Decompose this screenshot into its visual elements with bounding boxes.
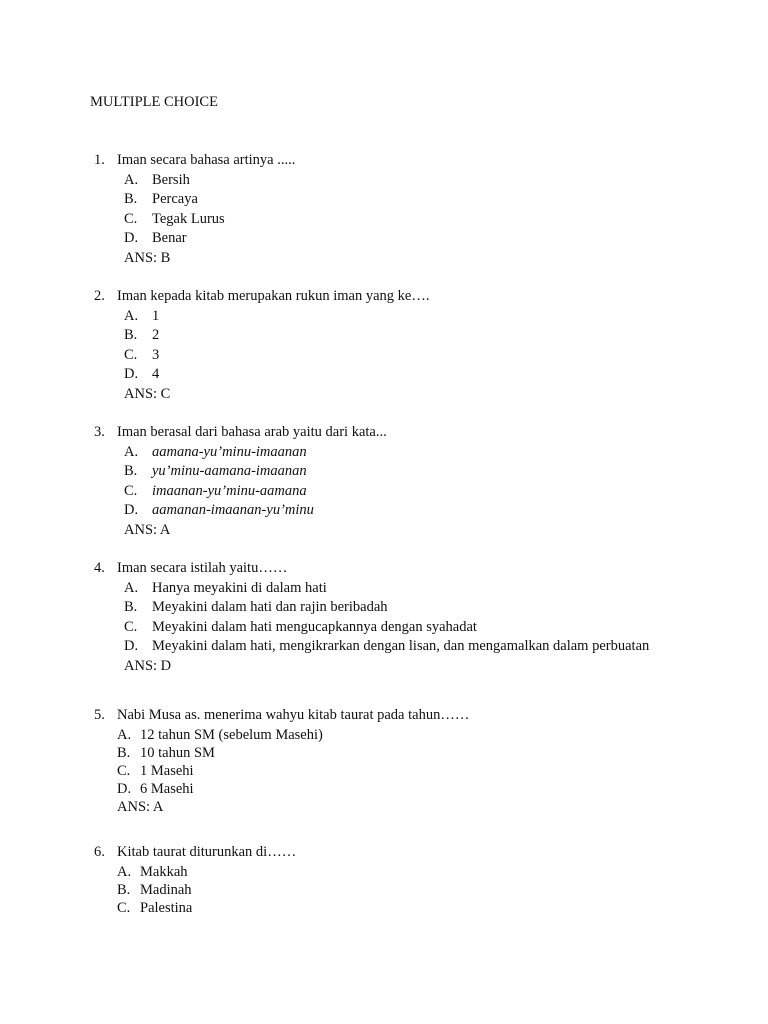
question-number: 3. bbox=[94, 424, 105, 440]
option-c bbox=[0, 899, 768, 917]
page-heading: MULTIPLE CHOICE bbox=[90, 94, 218, 110]
option-text: Madinah bbox=[140, 881, 192, 898]
option-text: 4 bbox=[152, 366, 160, 382]
option-d bbox=[0, 780, 768, 798]
answer-key: ANS: B bbox=[124, 249, 171, 266]
option-b bbox=[0, 462, 768, 482]
option-letter: A. bbox=[124, 307, 139, 324]
question-2 bbox=[0, 287, 768, 404]
answer-key: ANS: D bbox=[124, 657, 172, 674]
question-text: Nabi Musa as. menerima wahyu kitab taurat pada tahun…… bbox=[117, 707, 470, 723]
question-number: 6. bbox=[94, 844, 105, 860]
option-letter: B. bbox=[124, 463, 138, 479]
question-text: Iman secara istilah yaitu…… bbox=[117, 560, 288, 576]
option-text: Makkah bbox=[140, 863, 188, 880]
option-c bbox=[0, 210, 768, 230]
option-letter: B. bbox=[117, 881, 131, 898]
option-letter: C. bbox=[124, 210, 138, 227]
option-d bbox=[0, 365, 768, 385]
option-text: 12 tahun SM (sebelum Masehi) bbox=[140, 726, 323, 743]
option-text: 10 tahun SM bbox=[140, 744, 215, 761]
option-text: Meyakini dalam hati dan rajin beribadah bbox=[152, 599, 388, 615]
option-text: 6 Masehi bbox=[140, 780, 194, 797]
question-1 bbox=[0, 151, 768, 268]
option-letter: A. bbox=[117, 726, 132, 743]
question-number: 5. bbox=[94, 707, 105, 723]
option-d bbox=[0, 637, 768, 657]
option-c bbox=[0, 618, 768, 638]
option-letter: D. bbox=[124, 230, 139, 246]
option-c bbox=[0, 482, 768, 502]
option-text: aamanan-imaanan-yu’minu bbox=[152, 502, 314, 518]
question-text: Iman secara bahasa artinya ..... bbox=[117, 152, 296, 168]
option-a bbox=[0, 579, 768, 599]
option-letter: A. bbox=[124, 579, 139, 596]
option-text: Percaya bbox=[152, 191, 198, 207]
question-text: Iman kepada kitab merupakan rukun iman yang ke…. bbox=[117, 288, 430, 304]
option-letter: C. bbox=[117, 899, 131, 916]
answer-key: ANS: C bbox=[124, 385, 171, 402]
option-letter: B. bbox=[124, 327, 138, 343]
question-3 bbox=[0, 423, 768, 540]
answer-key: ANS: A bbox=[124, 521, 171, 538]
option-text: imaanan-yu’minu-aamana bbox=[152, 482, 307, 499]
option-a bbox=[0, 171, 768, 191]
option-d bbox=[0, 229, 768, 249]
option-letter: D. bbox=[124, 366, 139, 382]
option-a bbox=[0, 726, 768, 744]
option-letter: C. bbox=[117, 762, 131, 779]
option-b bbox=[0, 598, 768, 618]
question-text: Iman berasal dari bahasa arab yaitu dari kata... bbox=[117, 424, 387, 440]
option-b bbox=[0, 190, 768, 210]
option-text: Hanya meyakini di dalam hati bbox=[152, 579, 327, 596]
option-b bbox=[0, 744, 768, 762]
option-letter: B. bbox=[124, 599, 138, 615]
option-letter: D. bbox=[124, 502, 139, 518]
question-5 bbox=[0, 706, 768, 816]
option-b bbox=[0, 326, 768, 346]
option-a bbox=[0, 863, 768, 881]
option-letter: D. bbox=[117, 780, 132, 797]
answer-key: ANS: A bbox=[117, 798, 164, 815]
option-c bbox=[0, 346, 768, 366]
option-text: Meyakini dalam hati mengucapkannya dengan syahadat bbox=[152, 618, 477, 635]
option-text: 1 bbox=[152, 307, 160, 324]
option-text: 3 bbox=[152, 346, 160, 363]
option-letter: B. bbox=[117, 744, 131, 761]
option-text: Tegak Lurus bbox=[152, 210, 225, 227]
option-letter: D. bbox=[124, 638, 139, 654]
option-text: Palestina bbox=[140, 899, 193, 916]
option-b bbox=[0, 881, 768, 899]
option-letter: C. bbox=[124, 618, 138, 635]
question-number: 2. bbox=[94, 288, 105, 304]
option-letter: A. bbox=[124, 443, 139, 460]
option-a bbox=[0, 307, 768, 327]
option-letter: A. bbox=[124, 171, 139, 188]
option-a bbox=[0, 443, 768, 463]
option-text: aamana-yu’minu-imaanan bbox=[152, 443, 307, 460]
option-text: yu’minu-aamana-imaanan bbox=[152, 463, 307, 479]
option-c bbox=[0, 762, 768, 780]
option-text: Meyakini dalam hati, mengikrarkan dengan lisan, dan mengamalkan dalam perbuatan bbox=[152, 638, 650, 654]
question-4 bbox=[0, 559, 768, 676]
option-text: 2 bbox=[152, 327, 160, 343]
option-d bbox=[0, 501, 768, 521]
option-letter: C. bbox=[124, 482, 138, 499]
option-letter: C. bbox=[124, 346, 138, 363]
question-6 bbox=[0, 843, 768, 917]
question-number: 1. bbox=[94, 152, 105, 168]
question-number: 4. bbox=[94, 560, 105, 576]
option-text: Benar bbox=[152, 230, 187, 246]
option-letter: B. bbox=[124, 191, 138, 207]
option-letter: A. bbox=[117, 863, 132, 880]
question-text: Kitab taurat diturunkan di…… bbox=[117, 844, 297, 860]
option-text: Bersih bbox=[152, 171, 190, 188]
option-text: 1 Masehi bbox=[140, 762, 194, 779]
